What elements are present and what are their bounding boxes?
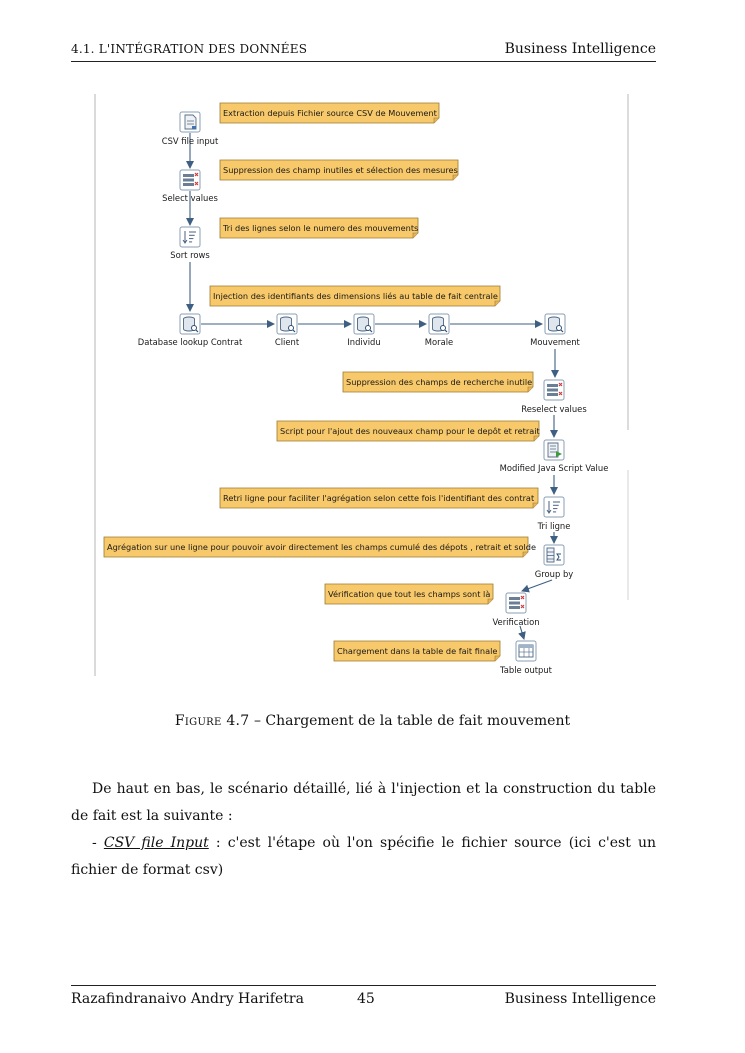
step-label: Tri ligne [537,521,571,531]
footer-rule [71,985,656,986]
note-box [210,286,500,306]
note-box [343,372,533,392]
footer-author: Razafindranaivo Andry Harifetra [71,991,304,1007]
step-label: Morale [424,337,454,347]
csv-file-input-term: CSV file Input [103,835,209,851]
note-text: Chargement dans la table de fait finale [337,646,498,656]
list-dash: - [92,835,104,851]
note-text: Injection des identifiants des dimensions liés au table de fait centrale [213,291,498,301]
sort-icon [180,227,200,247]
hop-arrow [520,626,524,639]
step-mouvement [530,314,580,347]
footer-title: Business Intelligence [504,991,656,1007]
step-sort [170,227,209,260]
page-footer [71,991,656,1009]
step-select [162,170,218,203]
step-morale [425,314,453,347]
figure-caption [0,713,745,729]
step-label: CSV file input [161,136,219,146]
note-text: Suppression des champs de recherche inutile [346,377,533,387]
database-lookup-icon [545,314,565,334]
select-values-icon [544,380,564,400]
step-label: Table output [500,665,552,675]
note-box [220,218,418,238]
file-icon [180,112,200,132]
figure-label: Figure 4.7 [174,713,250,729]
header-section: 4.1. L'INTÉGRATION DES DONNÉES [71,42,308,56]
step-label: Individu [347,337,381,347]
step-js [500,440,609,473]
note-box [220,103,439,123]
database-lookup-icon [354,314,374,334]
group-by-icon [544,545,564,565]
step-individu [347,314,380,347]
note-text: Vérification que tout les champs sont là [328,589,491,599]
step-groupby [535,545,573,579]
step-label: Database lookup Contrat [137,337,243,347]
step-dblookup [138,314,243,347]
step-description [71,830,656,884]
step-csv [162,112,219,146]
note-text: Agrégation sur une ligne pour pouvoir avoir directement les champs cumulé des dépots , retrait et solde [107,542,537,552]
database-lookup-icon [429,314,449,334]
step-label: Verification [492,617,540,627]
database-lookup-icon [180,314,200,334]
sort-icon [544,497,564,517]
step-description-text: : c'est l'étape où l'on spécifie le fichier source (ici c'est un fichier de format csv) [71,835,657,878]
note-box [325,584,493,604]
caption-text: Chargement de la table de fait mouvement [265,713,571,729]
note-box [220,488,538,508]
step-label: Mouvement [530,337,580,347]
step-label: Sort rows [170,250,210,260]
note-text: Script pour l'ajout des nouveaux champ pour le depôt et retrait [280,426,540,436]
step-label: Client [274,337,300,347]
table-output-icon [516,641,536,661]
step-label: Reselect values [521,404,587,414]
note-box [220,160,458,180]
header-title: Business Intelligence [504,41,656,57]
note-text: Suppression des champ inutiles et sélection des mesures [223,165,458,175]
note-box [104,537,536,557]
select-values-icon [180,170,200,190]
step-label: Group by [534,569,574,579]
caption-separator: – [249,713,266,729]
note-text: Retri ligne pour faciliter l'agrégation selon cette fois l'identifiant des contrat [223,493,535,503]
body-paragraph: De haut en bas, le scénario détaillé, lié à l'injection et la construction du table de fait est la suivante : [71,781,656,824]
note-box [277,421,541,441]
note-box [334,641,500,661]
note-text: Tri des lignes selon le numero des mouvements [223,223,419,233]
step-label: Modified Java Script Value [499,463,609,473]
step-label: Select values [162,193,218,203]
page-number: 45 [357,991,375,1007]
note-text: Extraction depuis Fichier source CSV de Mouvement [223,108,437,118]
step-client [275,314,300,347]
select-values-icon [506,593,526,613]
step-output [499,641,553,675]
step-verif [492,593,539,627]
script-icon [544,440,564,460]
hop-arrow [522,580,552,591]
step-tri [537,497,571,531]
database-lookup-icon [277,314,297,334]
